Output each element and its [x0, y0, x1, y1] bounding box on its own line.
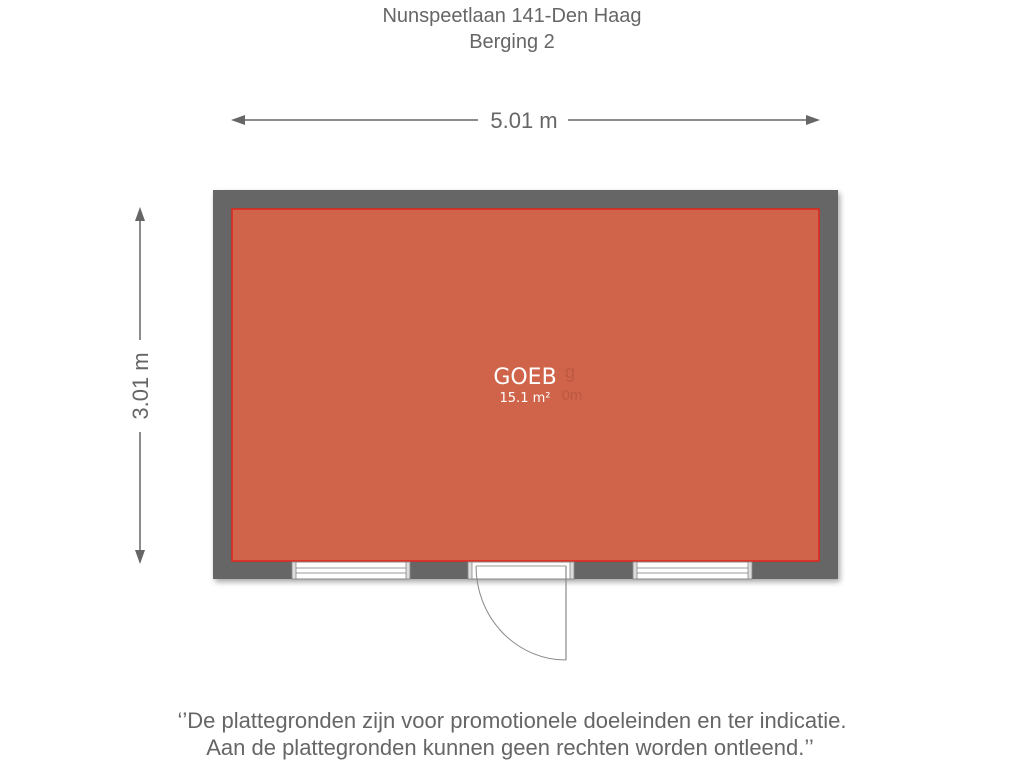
plan-title-floor: Berging 2	[469, 31, 555, 53]
width-dimension-label: 5.01 m	[490, 108, 558, 133]
arrow-down-icon	[135, 550, 145, 564]
room-ghost-label: g	[564, 362, 576, 382]
disclaimer-line-1: ‘’De plattegronden zijn voor promotionele doeleinden en ter indicatie.	[177, 708, 847, 733]
window-right	[633, 562, 752, 579]
arrow-left-icon	[231, 115, 245, 125]
door	[468, 562, 574, 660]
height-dimension	[128, 207, 153, 564]
height-dimension-label: 3.01 m	[128, 352, 153, 420]
door-swing-arc	[476, 566, 566, 660]
room-ghost-dims: 0m	[561, 387, 583, 404]
room-label: GOEB	[493, 365, 557, 390]
disclaimer-line-2: Aan de plattegronden kunnen geen rechten worden ontleend.’’	[206, 735, 814, 760]
plan-title-address: Nunspeetlaan 141-Den Haag	[382, 5, 642, 27]
arrow-right-icon	[806, 115, 820, 125]
width-dimension	[231, 108, 820, 133]
window-left	[292, 562, 410, 579]
room-area: 15.1 m²	[499, 391, 551, 406]
arrow-up-icon	[135, 207, 145, 221]
